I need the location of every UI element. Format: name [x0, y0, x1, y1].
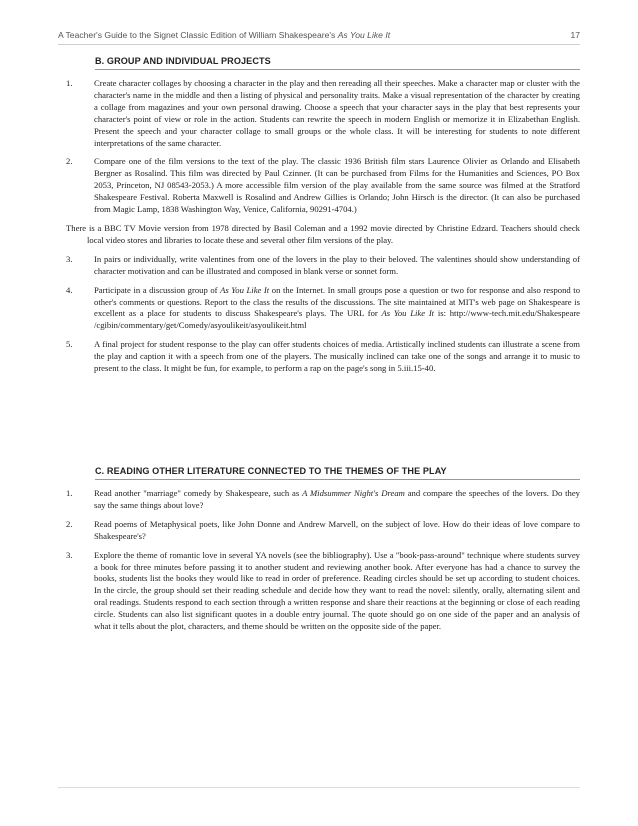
- film-note-paragraph: There is a BBC TV Movie version from 1978 directed by Basil Coleman and a 1992 movie directed by Christine Edzard. Teachers should check local video stores and libraries to locate these and several other film versions of the play.: [66, 222, 580, 245]
- list-item: 2. Read poems of Metaphysical poets, like John Donne and Andrew Marvell, on the subject of love. How do their ideas of love compare to Shakespeare's?: [66, 518, 580, 541]
- section-title: C. READING OTHER LITERATURE CONNECTED TO THE THEMES OF THE PLAY: [95, 466, 580, 480]
- section-c-heading: [95, 466, 580, 480]
- list-item: 4. Participate in a discussion group of As You Like It on the Internet. In small groups pose a question or two for response and also respond to other's comments or questions. Report to the class the results of the discussions. The site maintained at MIT's web page on Shakespeare is excellent as a place for students to discuss Shakespeare's plays. The URL for As You Like It is: http://www-tech.mit.edu/Shakespeare /cgibin/commentary/get/Comedy/asyoulikeit/asyoulikeit.html: [66, 284, 581, 331]
- mit-url-text: is: http://www-tech.mit.edu/Shakespeare /cgibin/commentary/get/Comedy/asyoulikeit/asyoulikeit.html: [94, 308, 581, 331]
- list-item: 2. Compare one of the film versions to the text of the play. The classic 1936 British film stars Laurence Olivier as Orlando and Elisabeth Bergner as Rosalind. This film was directed by Paul Czinner. (It can be purchased from Films for the Humanities and Sciences, PO Box 2053, Princeton, NJ 08543-2053.) A more accessible film version of the play available from the same source was filmed at the Stratford Shakespeare Festival. Roberta Maxwell is Rosalind and Andrew Gillies is Orlando; John Hirsch is the director. (It can also be purchased from Magic Lamp, 1838 Washington Way, Venice, California, 90291-4704.): [66, 156, 580, 215]
- header-title: A Teacher's Guide to the Signet Classic Edition of William Shakespeare's As You Like It: [58, 30, 391, 40]
- list-item: 1. Read another "marriage" comedy by Shakespeare, such as A Midsummer Night's Dream and compare the speeches of the lovers. Do they say the same things about love?: [66, 488, 580, 510]
- section-b-heading: [95, 56, 580, 70]
- footer-divider: [58, 787, 580, 788]
- section-c-list: [66, 488, 580, 640]
- list-item: 3. Explore the theme of romantic love in several YA novels (see the bibliography). Use a "book-pass-around" technique where students survey a book for three minutes before passing it to another student and reviewing another book. After everyone has had a chance to survey the books, students list the books they would like to read in order of preference. Reading circles should be set up according to student choices. In the circle, the group should set their reading schedule and decide how they want to read the novel: silently, orally, alternating silent and oral readings. Students respond to each section through a written response and share their reactions at the beginning or close of each reading circle. Students can also list significant quotes in a double entry journal. The quote should go on one side of the paper and an analysis of what it tells about the plot, characters, and theme should be written on the opposite side of the paper.: [66, 549, 580, 632]
- page-number: 17: [570, 30, 580, 40]
- section-title: B. GROUP AND INDIVIDUAL PROJECTS: [95, 56, 580, 70]
- section-b-list: [66, 78, 580, 382]
- list-item: 5. A final project for student response to the play can offer students choices of media. Artistically inclined students can illustrate a scene from the play and caption it with a speech from one of the players. The musically inclined can take one of the songs and arrange it to music to present to the class. It might be fun, for example, to perform a rap on the page's song in 5.iii.15-40.: [66, 339, 580, 374]
- list-item: 3. In pairs or individually, write valentines from one of the lovers in the play to their beloved. The valentines should show understanding of character motivation and can be illustrated and composed in blank verse or sonnet form.: [66, 253, 580, 276]
- running-header: [58, 30, 580, 45]
- list-item: 1. Create character collages by choosing a character in the play and then rereading all their speeches. Make a character map or cluster with the character's name in the middle and then a listing of physical and personality traits. Make a visual representation of the character by creating a collage from magazines and your own personal drawing. Choose a speech that your character says in the play that best represents your character's point of view or role in the action. Students can rewrite the speech in modern English or memorize it in Elizabethan English. Present the speech and your character collage to small groups or the whole class. It will be interesting for students to note different interpretations of the same character.: [66, 78, 580, 148]
